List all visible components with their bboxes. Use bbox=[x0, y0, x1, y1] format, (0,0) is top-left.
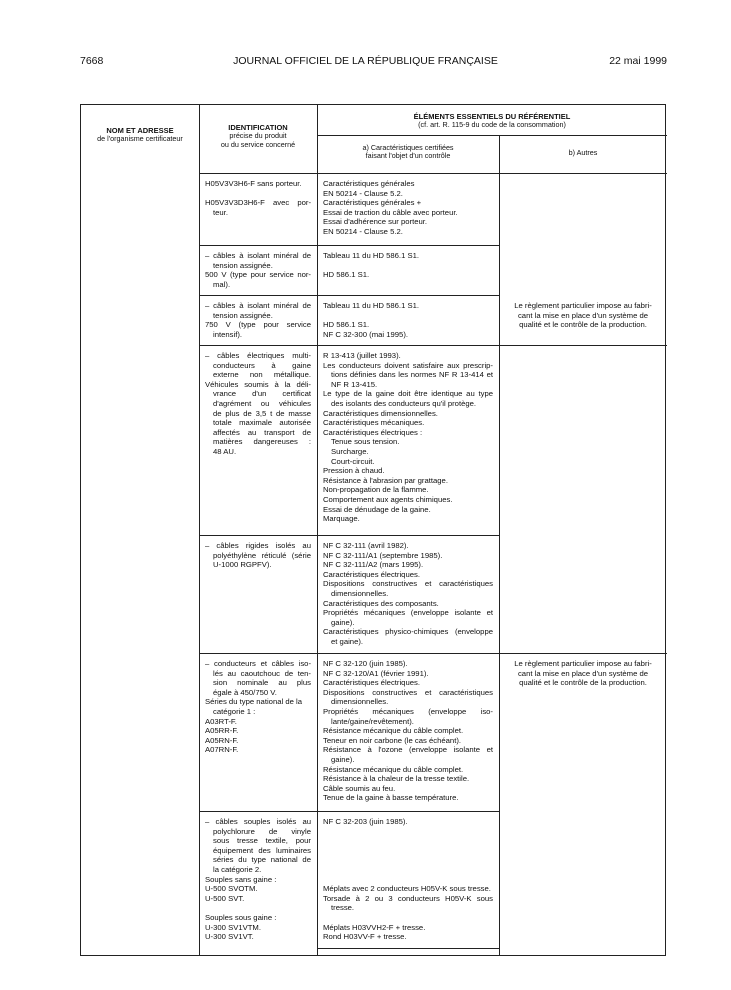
row-3-caracteristiques: Tableau 11 du HD 586.1 S1. HD 586.1 S1. NF C 32-300 (mai 1995). bbox=[323, 301, 420, 339]
col-divider bbox=[499, 135, 500, 955]
row-rule bbox=[199, 345, 667, 346]
row-3-identification: – câbles à isolant minéral de tension assignée. 750 V (type pour service intensif). bbox=[205, 301, 311, 339]
header-organisme: NOM ET ADRESSE de l'organisme certificateur bbox=[97, 126, 183, 144]
row-3-autres: Le règlement particulier impose au fabri- cant la mise en place d'un système de qualité et le contrôle de la production. bbox=[514, 301, 652, 330]
header-elements: ÉLÉMENTS ESSENTIELS DU RÉFÉRENTIEL (cf. art. R. 115-9 du code de la consommation) bbox=[413, 112, 571, 130]
row-1-caracteristiques: Caractéristiques générales EN 50214 - Clause 5.2. Caractéristiques générales + Essai de traction du câble avec porteur. Essai d'adhérence sur porteur. EN 50214 - Clause 5.2. bbox=[323, 179, 458, 236]
header-rule bbox=[317, 135, 667, 136]
row-rule bbox=[199, 295, 499, 296]
row-7-caracteristiques: NF C 32-203 (juin 1985). Méplats avec 2 conducteurs H05V-K sous tresse. Torsade à 2 ou 3 conducteurs H05V-K sous tresse. Méplats H03VVH2-F + tresse. Rond H03VV-F + tresse. bbox=[323, 817, 493, 942]
referential-table bbox=[80, 104, 666, 956]
row-rule bbox=[199, 535, 499, 536]
row-7-identification: – câbles souples isolés au polychlorure de vinyle sous tresse textile, pour équipement des luminaires séries du type national de la catégorie 2. Souples sans gaine : U-500 SVOTM. U-500 SVT. Souples sous gaine : U-300 SV1VTM. U-300 SV1VT. bbox=[205, 817, 311, 942]
row-rule bbox=[199, 811, 499, 812]
journal-title: JOURNAL OFFICIEL DE LA RÉPUBLIQUE FRANÇAISE bbox=[233, 55, 498, 67]
row-rule bbox=[199, 653, 667, 654]
row-6-identification: – conducteurs et câbles iso- lés au caoutchouc de ten- sion nominale au plus égale à 450/750 V. Séries du type national de la catégorie 1 : A03RT-F. A05RR-F. A05RN-F. A07RN-F. bbox=[205, 659, 311, 755]
publication-date: 22 mai 1999 bbox=[609, 55, 667, 67]
header-identification: IDENTIFICATION précise du produit ou du service concerné bbox=[220, 123, 296, 149]
col-divider bbox=[199, 105, 200, 955]
row-4-identification: – câbles électriques multi- conducteurs à gaine externe non métallique. Véhicules soumis à la déli- vrance d'un certificat d'agrément ou véhicules de plus de 3,5 t de masse totale maximale autorisée affectés au transport de matières dangereuses : 48 AU. bbox=[205, 351, 311, 456]
col-divider bbox=[317, 105, 318, 955]
header-caracteristiques: a) Caractéristiques certifiées faisant l'objet d'un contrôle bbox=[362, 143, 454, 161]
row-4-caracteristiques: R 13-413 (juillet 1993). Les conducteurs doivent satisfaire aux prescrip- tions définies dans les normes NF R 13-414 et NF R 13-415. Le type de la gaine doit être identique au type des isolants des conducteurs qu'il protège. Caractéristiques dimensionnelles. Caractéristiques mécaniques. Caractéristiques électriques : Tenue sous tension. Surcharge. Court-circuit. Pression à chaud. Résistance à l'abrasion par grattage. Non-propagation de la flamme. Comportement aux agents chimiques. Essai de dénudage de la gaine. Marquage. bbox=[323, 351, 493, 524]
header-autres: b) Autres bbox=[568, 148, 598, 157]
header-rule bbox=[199, 173, 667, 174]
row-1-identification: H05V3V3H6-F sans porteur. H05V3V3D3H6-F avec por- teur. bbox=[205, 179, 311, 217]
row-2-identification: – câbles à isolant minéral de tension assignée. 500 V (type pour service nor- mal). bbox=[205, 251, 311, 289]
row-5-caracteristiques: NF C 32-111 (avril 1982). NF C 32-111/A1 (septembre 1985). NF C 32-111/A2 (mars 1995). Caractéristiques électriques. Dispositions constructives et caractéristiques dimensionnelles. Caractéristiques des composants. Propriétés mécaniques (enveloppe isolante et gaine). Caractéristiques physico-chimiques (enveloppe et gaine). bbox=[323, 541, 493, 646]
row-2-caracteristiques: Tableau 11 du HD 586.1 S1. HD 586.1 S1. bbox=[323, 251, 420, 280]
page-number: 7668 bbox=[80, 55, 104, 67]
row-rule bbox=[199, 245, 499, 246]
row-rule bbox=[317, 948, 499, 949]
row-5-identification: – câbles rigides isolés au polyéthylène réticulé (série U-1000 RGPFV). bbox=[205, 541, 311, 570]
row-6-autres: Le règlement particulier impose au fabri- cant la mise en place d'un système de qualité et le contrôle de la production. bbox=[514, 659, 652, 688]
row-6-caracteristiques: NF C 32-120 (juin 1985). NF C 32-120/A1 (février 1991). Caractéristiques électriques. Dispositions constructives et caractéristiques dimensionnelles. Propriétés mécaniques (enveloppe iso- lante/gaine/revêtement). Résistance mécanique du câble complet. Teneur en noir carbone (le cas échéant). Résistance à l'ozone (enveloppe isolante et gaine). Résistance mécanique du câble complet. Résistance à la chaleur de la tresse textile. Câble soumis au feu. Tenue de la gaine à basse température. bbox=[323, 659, 493, 803]
